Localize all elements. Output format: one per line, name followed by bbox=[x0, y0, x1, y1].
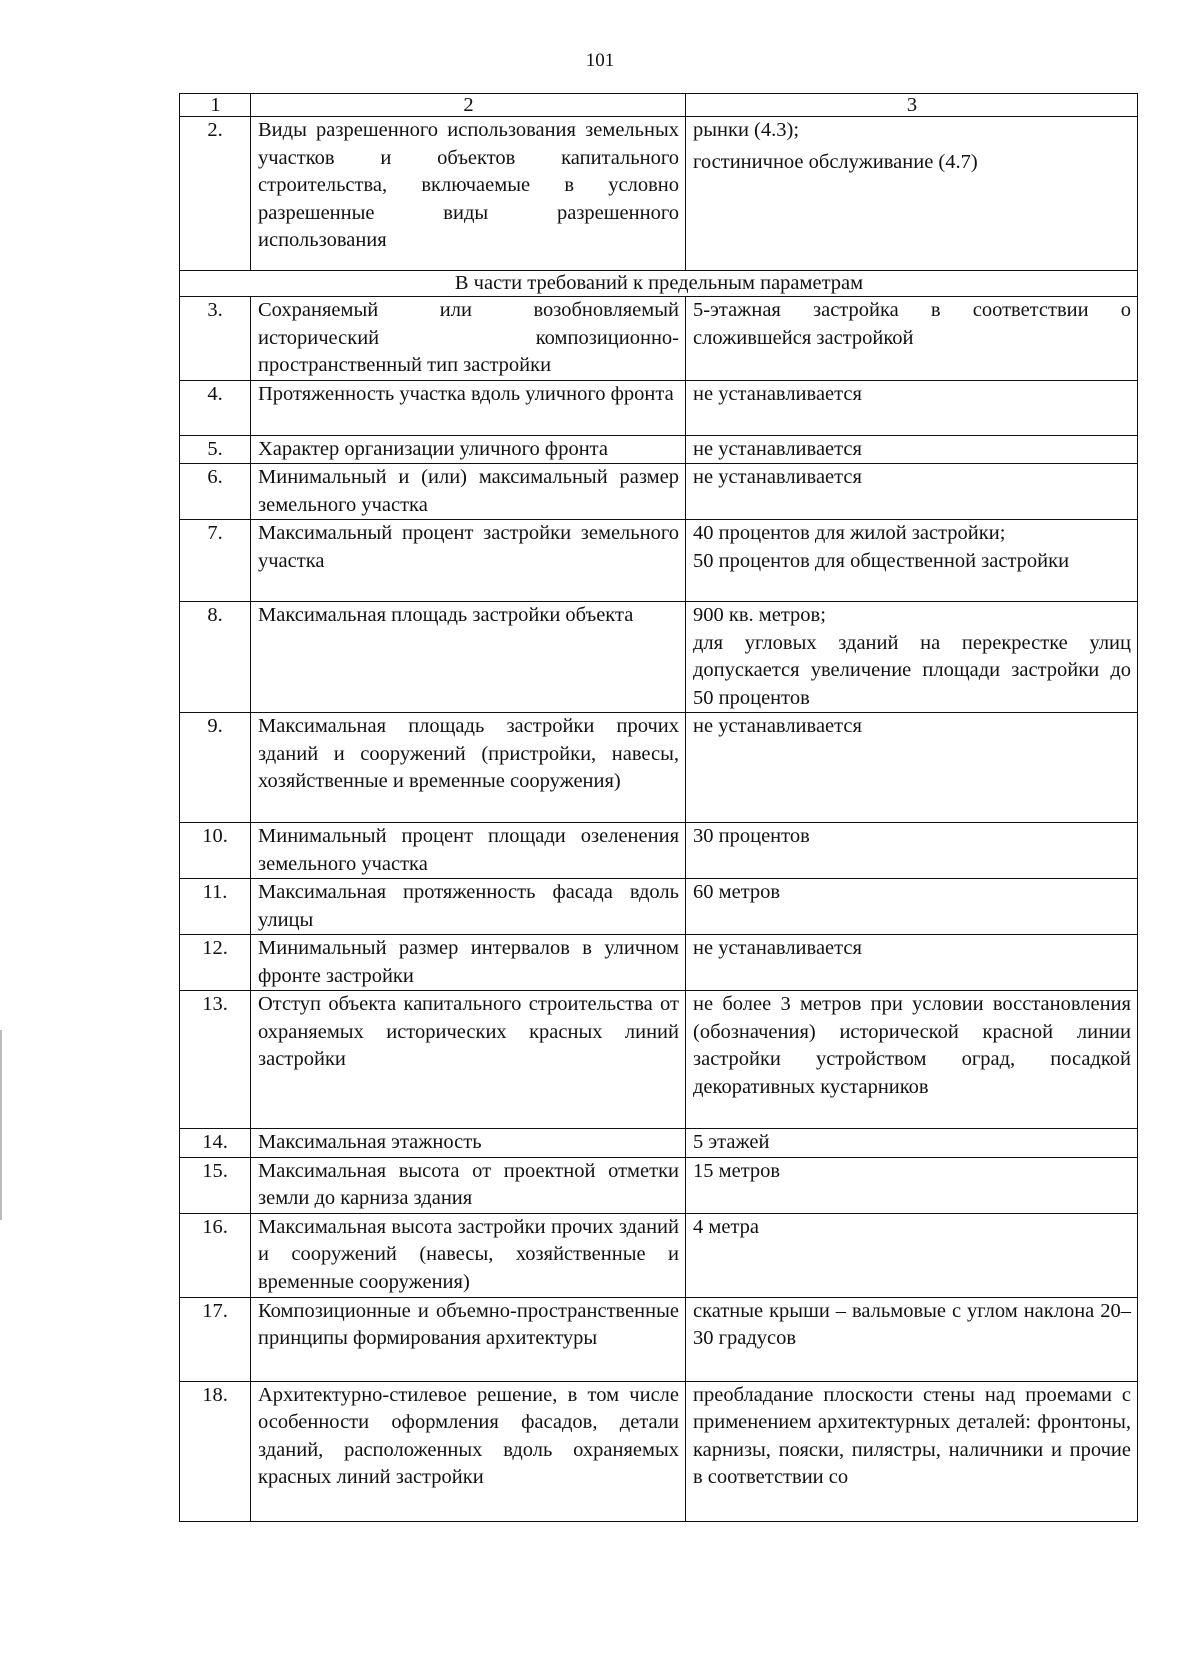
row-value bbox=[686, 991, 1138, 1129]
row-parameter: Виды разрешенного использования земельных участков и объектов капитального строительства, включаемые в условно разрешенные виды разрешенного использования bbox=[251, 117, 686, 271]
value-line: не устанавливается bbox=[693, 937, 862, 959]
table-row bbox=[180, 1213, 1138, 1297]
row-parameter: Протяженность участка вдоль уличного фронта bbox=[251, 380, 686, 435]
value-line: для угловых зданий на перекрестке улиц допускается увеличение площади застройки до 50 процентов bbox=[693, 631, 1131, 709]
table-header-row bbox=[180, 94, 1138, 117]
row-parameter: Максимальная этажность bbox=[251, 1129, 686, 1158]
row-value bbox=[686, 713, 1138, 823]
value-line: не устанавливается bbox=[693, 382, 862, 405]
value-line: гостиничное обслуживание (4.7) bbox=[693, 150, 978, 173]
table-row bbox=[180, 297, 1138, 381]
row-number: 17. bbox=[180, 1297, 251, 1381]
row-value bbox=[686, 879, 1138, 935]
section-title: В части требований к предельным параметрам bbox=[180, 271, 1138, 297]
row-value bbox=[686, 1297, 1138, 1381]
regulations-table bbox=[179, 93, 1138, 1522]
row-number: 6. bbox=[180, 464, 251, 520]
value-line: не более 3 метров при условии восстановления (обозначения) исторической красной линии застройки устройством оград, посадкой декоративных кустарников bbox=[693, 993, 1131, 1098]
row-value bbox=[686, 380, 1138, 435]
table-row bbox=[180, 879, 1138, 935]
row-value bbox=[686, 1129, 1138, 1158]
row-value bbox=[686, 823, 1138, 879]
row-number: 10. bbox=[180, 823, 251, 879]
value-line: 4 метра bbox=[693, 1215, 760, 1238]
table-row bbox=[180, 1157, 1138, 1213]
row-value bbox=[686, 435, 1138, 464]
table-row bbox=[180, 1381, 1138, 1521]
row-parameter: Отступ объекта капитального строительства от охраняемых исторических красных линий застройки bbox=[251, 991, 686, 1129]
header-col-3: 3 bbox=[686, 94, 1138, 117]
value-line: скатные крыши – вальмовые с углом наклона 20–30 градусов bbox=[693, 1299, 1131, 1349]
value-line: 50 процентов для общественной застройки bbox=[693, 549, 1070, 572]
table-row bbox=[180, 117, 1138, 271]
row-parameter: Сохраняемый или возобновляемый исторический композиционно-пространственный тип застройки bbox=[251, 297, 686, 381]
row-number: 12. bbox=[180, 935, 251, 991]
row-number: 5. bbox=[180, 435, 251, 464]
section-row bbox=[180, 271, 1138, 297]
row-value bbox=[686, 1157, 1138, 1213]
row-number: 3. bbox=[180, 297, 251, 381]
value-line: рынки (4.3); bbox=[693, 119, 800, 141]
row-value bbox=[686, 1213, 1138, 1297]
row-number: 8. bbox=[180, 602, 251, 713]
row-value bbox=[686, 117, 1138, 271]
row-parameter: Максимальная площадь застройки объекта bbox=[251, 602, 686, 713]
row-parameter: Минимальный размер интервалов в уличном фронте застройки bbox=[251, 935, 686, 991]
value-line: не устанавливается bbox=[693, 466, 862, 488]
value-line: 30 процентов bbox=[693, 825, 810, 847]
value-line: 5-этажная застройка в соответствии о сложившейся застройкой bbox=[693, 299, 1131, 349]
value-line: 60 метров bbox=[693, 881, 781, 903]
row-number: 7. bbox=[180, 520, 251, 602]
table-row bbox=[180, 935, 1138, 991]
table-row bbox=[180, 823, 1138, 879]
header-col-2: 2 bbox=[251, 94, 686, 117]
row-number: 14. bbox=[180, 1129, 251, 1158]
row-number: 15. bbox=[180, 1157, 251, 1213]
row-parameter: Архитектурно-стилевое решение, в том числе особенности оформления фасадов, детали зданий, расположенных вдоль охраняемых красных линий застройки bbox=[251, 1381, 686, 1521]
value-line: 900 кв. метров; bbox=[693, 604, 826, 626]
row-value bbox=[686, 602, 1138, 713]
row-value bbox=[686, 520, 1138, 602]
value-line: не устанавливается bbox=[693, 715, 862, 737]
table-row bbox=[180, 991, 1138, 1129]
row-value bbox=[686, 297, 1138, 381]
row-number: 4. bbox=[180, 380, 251, 435]
row-parameter: Минимальный и (или) максимальный размер земельного участка bbox=[251, 464, 686, 520]
row-number: 9. bbox=[180, 713, 251, 823]
value-line: 40 процентов для жилой застройки; bbox=[693, 522, 1006, 544]
table-row bbox=[180, 435, 1138, 464]
row-number: 18. bbox=[180, 1381, 251, 1521]
row-value bbox=[686, 464, 1138, 520]
row-value bbox=[686, 935, 1138, 991]
row-number: 13. bbox=[180, 991, 251, 1129]
table-row bbox=[180, 464, 1138, 520]
page-number: 101 bbox=[585, 50, 615, 71]
row-parameter: Максимальный процент застройки земельного участка bbox=[251, 520, 686, 602]
table-row bbox=[180, 1129, 1138, 1158]
row-parameter: Максимальная протяженность фасада вдоль улицы bbox=[251, 879, 686, 935]
value-line: 15 метров bbox=[693, 1159, 781, 1182]
value-line: не устанавливается bbox=[693, 437, 862, 460]
row-parameter: Максимальная высота от проектной отметки земли до карниза здания bbox=[251, 1157, 686, 1213]
table-row bbox=[180, 380, 1138, 435]
row-parameter: Максимальная высота застройки прочих зданий и сооружений (навесы, хозяйственные и временные сооружения) bbox=[251, 1213, 686, 1297]
table-row bbox=[180, 602, 1138, 713]
scan-edge-mark bbox=[0, 1030, 5, 1220]
row-parameter: Характер организации уличного фронта bbox=[251, 435, 686, 464]
row-parameter: Максимальная площадь застройки прочих зданий и сооружений (пристройки, навесы, хозяйственные и временные сооружения) bbox=[251, 713, 686, 823]
value-line: 5 этажей bbox=[693, 1131, 770, 1153]
row-number: 16. bbox=[180, 1213, 251, 1297]
row-parameter: Минимальный процент площади озеленения земельного участка bbox=[251, 823, 686, 879]
row-value bbox=[686, 1381, 1138, 1521]
table-row bbox=[180, 1297, 1138, 1381]
row-number: 11. bbox=[180, 879, 251, 935]
value-line: преобладание плоскости стены над проемами с применением архитектурных деталей: фронтоны, карнизы, пояски, пилястры, наличники и прочие в соответствии со bbox=[693, 1383, 1131, 1488]
table-row bbox=[180, 713, 1138, 823]
row-parameter: Композиционные и объемно-пространственные принципы формирования архитектуры bbox=[251, 1297, 686, 1381]
table-row bbox=[180, 520, 1138, 602]
header-col-1: 1 bbox=[180, 94, 251, 117]
row-number: 2. bbox=[180, 117, 251, 271]
